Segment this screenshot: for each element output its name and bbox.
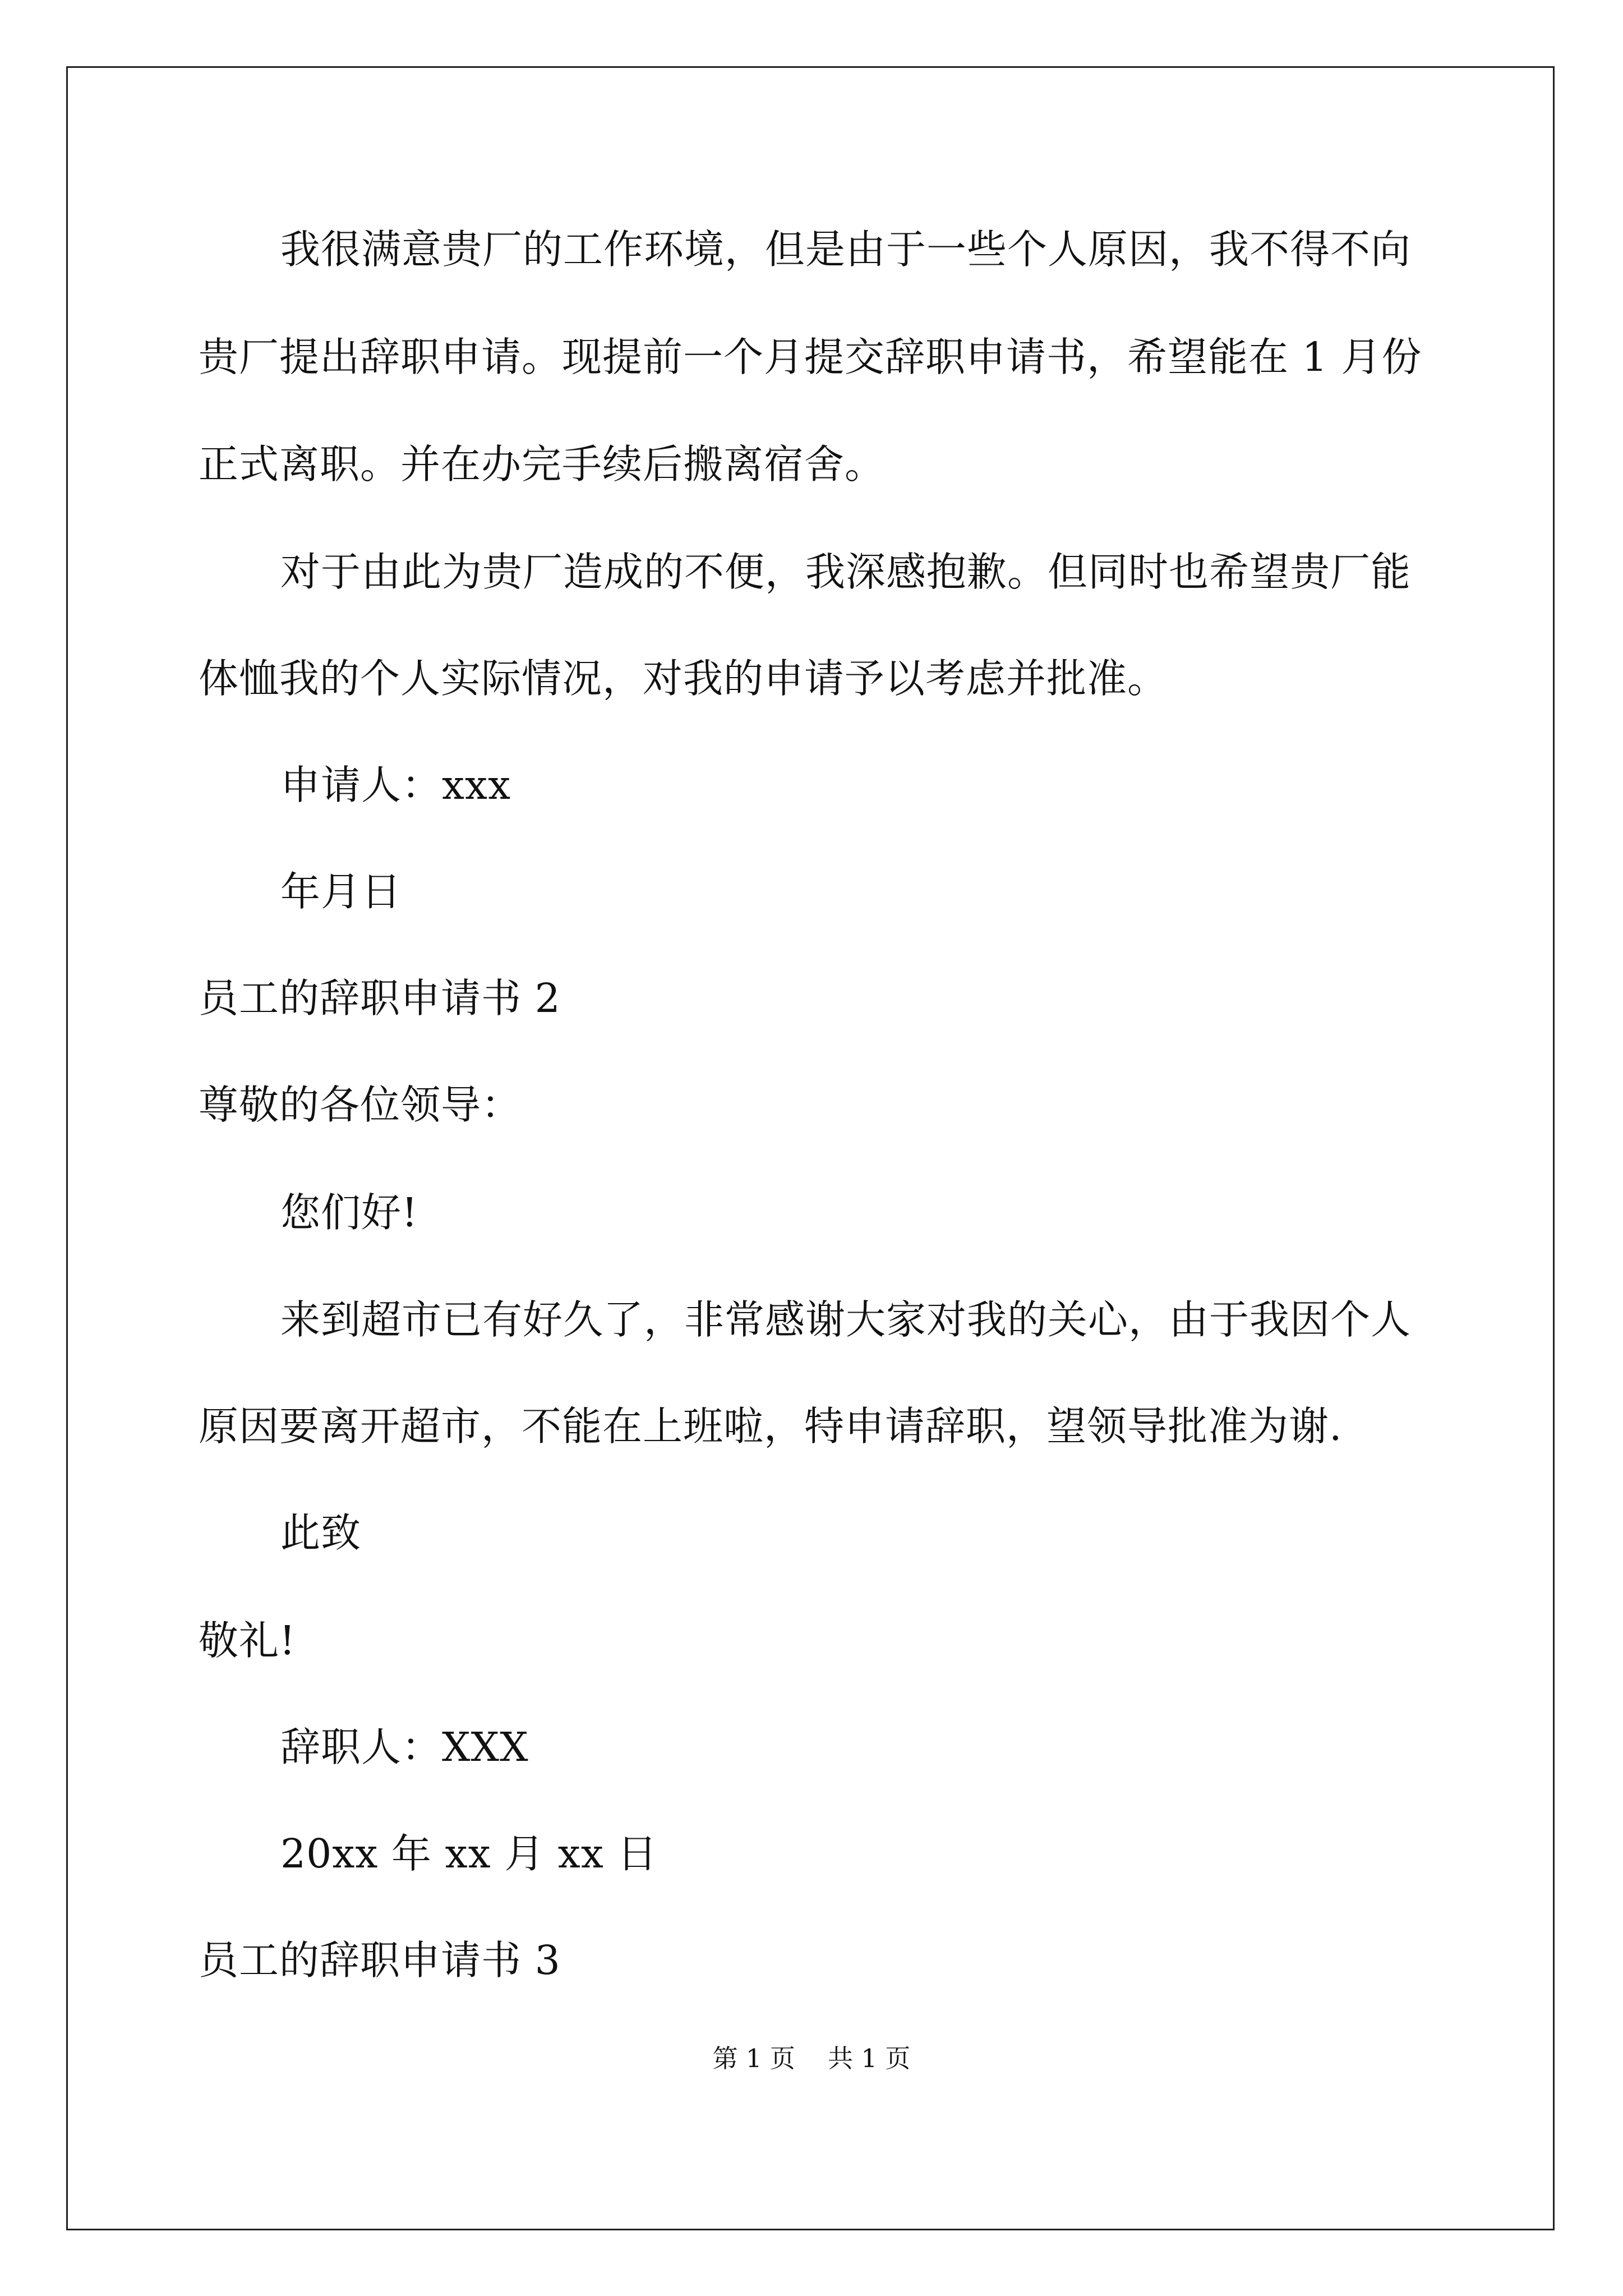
date-line: 年月日 (280, 868, 402, 915)
paragraph-line-3: 正式离职。并在办完手续后搬离宿舍。 (199, 441, 886, 487)
signer-line: 辞职人：XXX (280, 1724, 529, 1770)
applicant-line: 申请人：xxx (280, 762, 511, 808)
paragraph-line-2: 贵厂提出辞职申请。现提前一个月提交辞职申请书，希望能在 1 月份 (199, 334, 1422, 380)
page-total: 共 1 页 (828, 2044, 911, 2073)
section-heading-2: 员工的辞职申请书 2 (199, 975, 561, 1022)
closing-line-2: 敬礼! (199, 1617, 296, 1664)
page-number: 第 1 页 (712, 2044, 795, 2073)
salutation: 尊敬的各位领导： (199, 1082, 522, 1128)
body-line-1: 来到超市已有好久了，非常感谢大家对我的关心，由于我因个人 (280, 1296, 1412, 1343)
paragraph-line-5: 体恤我的个人实际情况，对我的申请予以考虑并批准。 (199, 655, 1168, 702)
page-border (66, 66, 1555, 2230)
paragraph-line-1: 我很满意贵厂的工作环境，但是由于一些个人原因，我不得不向 (280, 226, 1412, 273)
signature-date: 20xx 年 xx 月 xx 日 (280, 1830, 658, 1877)
body-line-2: 原因要离开超市，不能在上班啦，特申请辞职，望领导批准为谢. (199, 1403, 1343, 1450)
page-footer (0, 2042, 1623, 2076)
greeting: 您们好! (280, 1189, 418, 1236)
closing-line-1: 此致 (280, 1510, 362, 1556)
section-heading-3: 员工的辞职申请书 3 (199, 1937, 561, 1984)
paragraph-line-4: 对于由此为贵厂造成的不便，我深感抱歉。但同时也希望贵厂能 (280, 549, 1412, 595)
